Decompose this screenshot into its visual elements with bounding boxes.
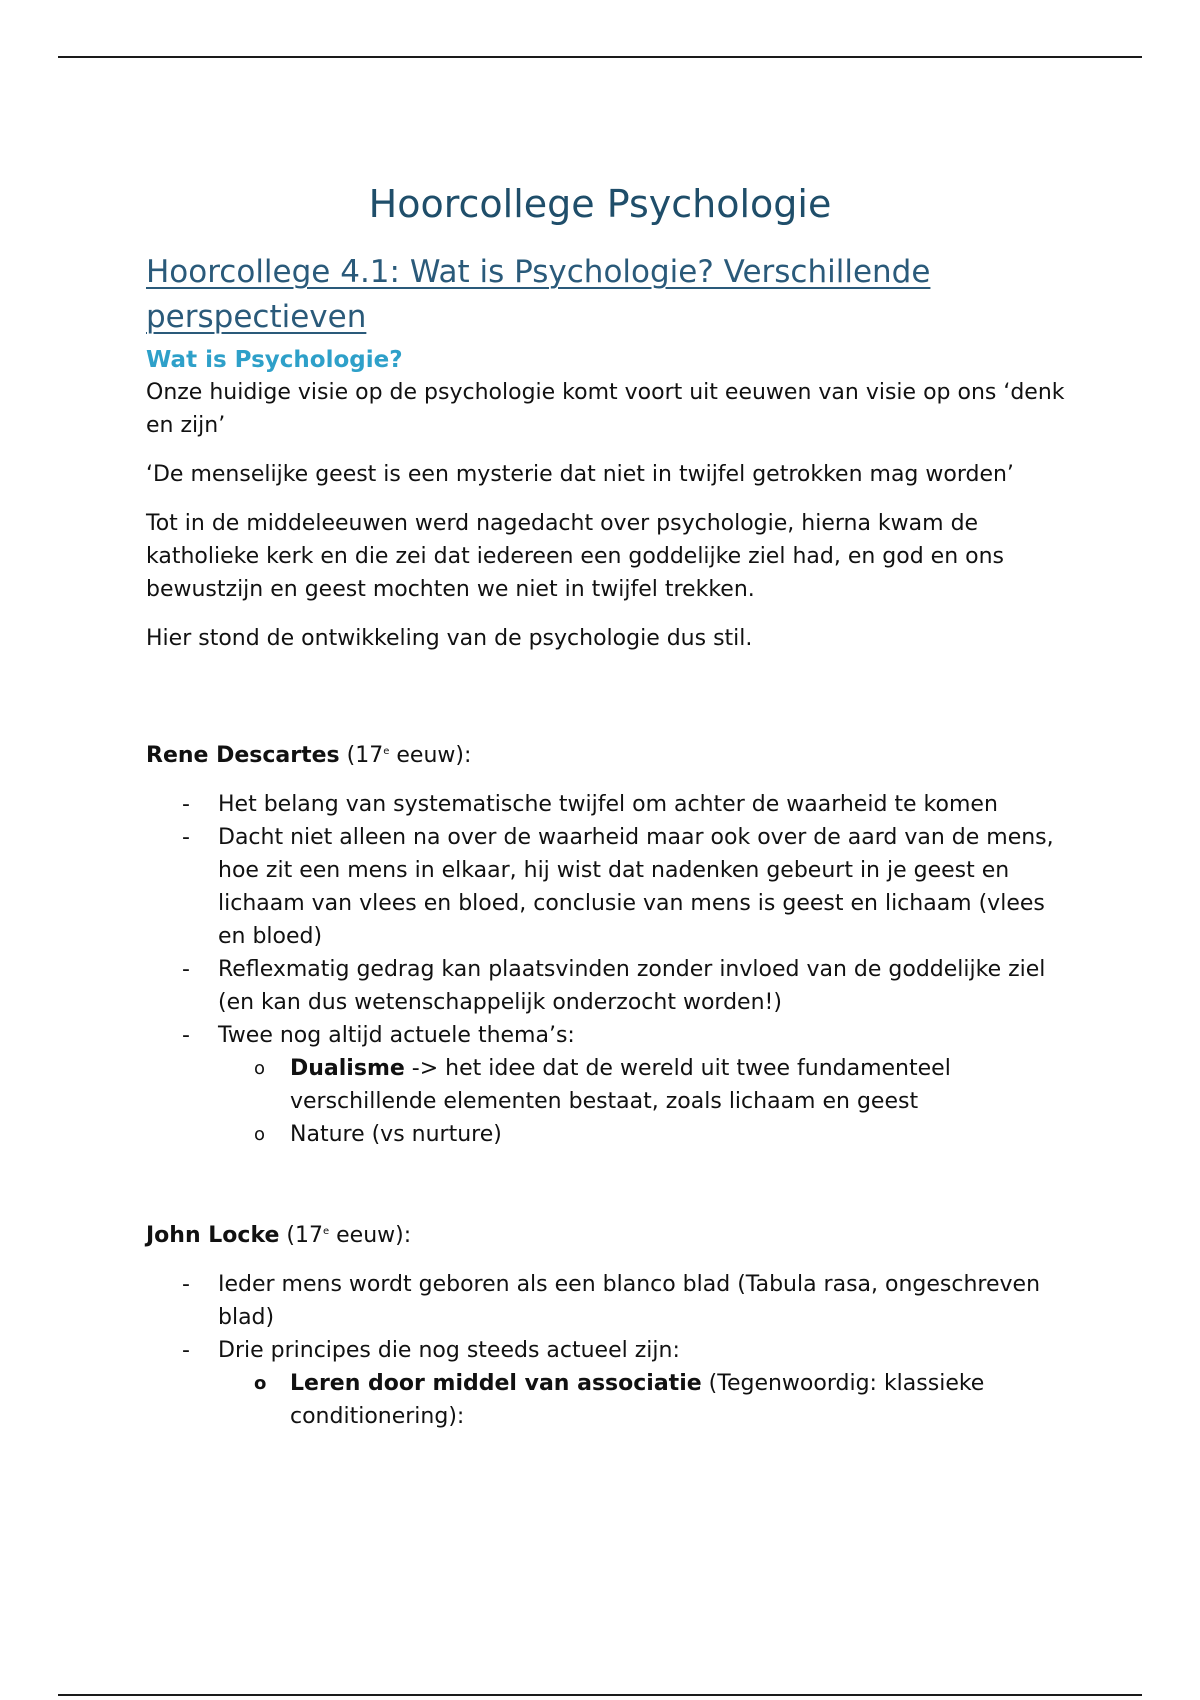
paragraph: Hier stond de ontwikkeling van de psychologie dus stil. (146, 626, 753, 651)
locke-heading (146, 1215, 1066, 1252)
locke-points (146, 1268, 1066, 1433)
descartes-heading (146, 735, 1066, 772)
sub-item-text: Nature (vs nurture) (290, 1122, 502, 1147)
paragraph: Tot in de middeleeuwen werd nagedacht over psychologie, hierna kwam de katholieke kerk en die zei dat iedereen een goddelijke ziel had, en god en ons bewustzijn en geest mochten we niet in twijfel trekken. (146, 511, 1005, 602)
sub-list-item (218, 1052, 1066, 1118)
locke-century-sup: e (323, 1226, 330, 1237)
descartes-century-rest: eeuw): (389, 743, 472, 768)
section-heading: Wat is Psychologie? (146, 347, 403, 373)
locke-name: John Locke (146, 1223, 280, 1248)
list-item (146, 1019, 1066, 1151)
sub-item-text: (Tegenwoordig: klassieke conditionering): (290, 1371, 985, 1429)
descartes-points (146, 788, 1066, 1151)
descartes-century-sup: e (383, 746, 390, 757)
list-item: - Het belang van systematische twijfel om achter de waarheid te komen (146, 788, 1066, 821)
top-rule (58, 56, 1142, 58)
list-item: - Ieder mens wordt geboren als een blanco blad (Tabula rasa, ongeschreven blad) (146, 1268, 1066, 1334)
sub-item-bold: Dualisme (290, 1056, 405, 1081)
document-body (146, 178, 1066, 1433)
paragraph: Onze huidige visie op de psychologie komt voort uit eeuwen van visie op ons ‘denk en zijn’ (146, 380, 1065, 438)
descartes-name: Rene Descartes (146, 743, 340, 768)
locke-century-rest: eeuw): (329, 1223, 412, 1248)
sub-item-text: -> het idee dat de wereld uit twee fundamenteel verschillende elementen bestaat, zoals lichaam en geest (290, 1056, 951, 1114)
lecture-heading: Hoorcollege 4.1: Wat is Psychologie? Verschillende perspectieven (146, 254, 931, 335)
descartes-subpoints (218, 1052, 1066, 1151)
list-item-text: Twee nog altijd actuele thema’s: (218, 1023, 575, 1048)
list-item: - Reflexmatig gedrag kan plaatsvinden zonder invloed van de goddelijke ziel (en kan dus wetenschappelijk onderzocht worden!) (146, 953, 1066, 1019)
sub-list-item (218, 1118, 1066, 1151)
list-item-text: Drie principes die nog steeds actueel zijn: (218, 1338, 680, 1363)
list-item: - Dacht niet alleen na over de waarheid maar ook over de aard van de mens, hoe zit een mens in elkaar, hij wist dat nadenken gebeurt in je geest en lichaam van vlees en bloed, conclusie van mens is geest en lichaam (vlees en bloed) (146, 821, 1066, 953)
locke-subpoints (218, 1367, 1066, 1433)
locke-century-num: (17 (286, 1223, 323, 1248)
sub-item-bold: Leren door middel van associatie (290, 1371, 702, 1396)
document-title: Hoorcollege Psychologie (368, 182, 832, 226)
paragraph: ‘De menselijke geest is een mysterie dat niet in twijfel getrokken mag worden’ (146, 462, 1014, 487)
list-item (146, 1334, 1066, 1433)
bottom-rule (58, 1694, 1142, 1696)
descartes-century-num: (17 (346, 743, 384, 768)
sub-list-item (218, 1367, 1066, 1433)
